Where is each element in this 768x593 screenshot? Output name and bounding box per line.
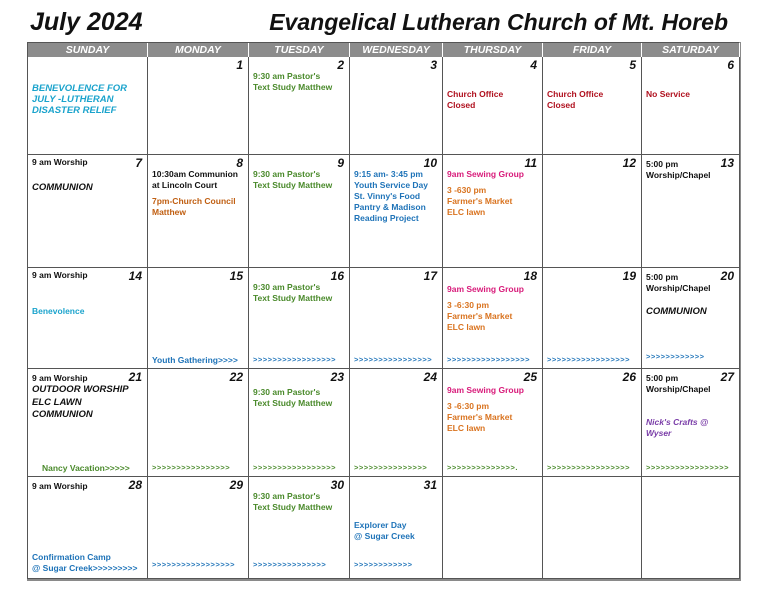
day-cell-13[interactable]	[642, 155, 740, 268]
event-communion: COMMUNION	[646, 306, 707, 317]
date-number: 18	[523, 269, 537, 283]
day-cell-20[interactable]	[642, 268, 740, 369]
continuation-arrows: >>>>>>>>>>>>>>>	[354, 463, 428, 472]
calendar-grid	[27, 42, 739, 579]
continuation-arrows: >>>>>>>>>>>>>>>>>	[152, 560, 235, 569]
date-number: 15	[229, 269, 243, 283]
event-worship: 9 am Worship	[32, 481, 88, 491]
day-cell-empty	[443, 477, 543, 579]
continuation-arrows: >>>>>>>>>>>>>>.	[447, 463, 518, 472]
event-farmers-market: 3 -630 pm Farmer's Market ELC lawn	[447, 185, 513, 217]
date-number: 16	[330, 269, 344, 283]
event-youth-gathering: Youth Gathering>>>>	[152, 355, 238, 365]
date-number: 11	[524, 156, 537, 170]
day-cell-empty	[543, 477, 642, 579]
date-number: 31	[423, 478, 437, 492]
day-cell-2[interactable]	[249, 57, 350, 155]
date-number: 24	[423, 370, 437, 384]
date-number: 26	[622, 370, 636, 384]
continuation-arrows: >>>>>>>>>>>>>>>>>	[547, 463, 630, 472]
date-number: 21	[128, 370, 142, 384]
date-number: 5	[629, 58, 636, 72]
day-cell-23[interactable]	[249, 369, 350, 477]
date-number: 8	[236, 156, 243, 170]
day-header-tuesday: TUESDAY	[249, 43, 350, 57]
day-cell-10[interactable]	[350, 155, 443, 268]
day-cell-14[interactable]	[28, 268, 148, 369]
day-cell-24[interactable]	[350, 369, 443, 477]
event-lincoln-communion: 10:30am Communion at Lincoln Court	[152, 169, 238, 190]
date-number: 30	[330, 478, 344, 492]
event-text-study: 9:30 am Pastor's Text Study Matthew	[253, 387, 333, 408]
event-worship-chapel: 5:00 pm Worship/Chapel	[646, 373, 711, 394]
day-cell-11[interactable]	[443, 155, 543, 268]
day-cell-30[interactable]	[249, 477, 350, 579]
day-cell-29[interactable]	[148, 477, 249, 579]
date-number: 19	[622, 269, 636, 283]
date-number: 1	[236, 58, 243, 72]
day-cell-6[interactable]	[642, 57, 740, 155]
date-number: 22	[229, 370, 243, 384]
day-cell-7[interactable]	[28, 155, 148, 268]
event-nancy-vacation: Nancy Vacation>>>>>	[42, 463, 130, 473]
day-cell-empty	[642, 477, 740, 579]
event-outdoor-worship: OUTDOOR WORSHIP ELC LAWN COMMUNION	[32, 384, 129, 420]
continuation-arrows: >>>>>>>>>>>>>>>>>	[547, 355, 630, 364]
church-title: Evangelical Lutheran Church of Mt. Horeb	[269, 9, 728, 35]
continuation-arrows: >>>>>>>>>>>>>>>>	[354, 355, 433, 364]
event-farmers-market: 3 -6:30 pm Farmer's Market ELC lawn	[447, 300, 513, 332]
event-explorer-day: Explorer Day @ Sugar Creek	[354, 520, 415, 541]
event-church-council: 7pm-Church Council Matthew	[152, 196, 236, 217]
event-benevolence: Benevolence	[32, 306, 85, 316]
day-cell-25[interactable]	[443, 369, 543, 477]
event-farmers-market: 3 -6:30 pm Farmer's Market ELC lawn	[447, 401, 513, 433]
date-number: 3	[430, 58, 437, 72]
day-header-friday: FRIDAY	[543, 43, 642, 57]
event-worship: 9 am Worship	[32, 373, 88, 383]
day-cell-19[interactable]	[543, 268, 642, 369]
event-communion: COMMUNION	[32, 182, 93, 193]
day-cell-17[interactable]	[350, 268, 443, 369]
continuation-arrows: >>>>>>>>>>>>>>>>>	[447, 355, 530, 364]
month-title: July 2024	[30, 8, 143, 36]
event-text-study: 9:30 am Pastor's Text Study Matthew	[253, 491, 333, 512]
event-office-closed: Church Office Closed	[447, 89, 504, 110]
date-number: 2	[337, 58, 344, 72]
event-sewing-group: 9am Sewing Group	[447, 385, 524, 395]
continuation-arrows: >>>>>>>>>>>>	[646, 352, 705, 361]
day-cell-4[interactable]	[443, 57, 543, 155]
continuation-arrows: >>>>>>>>>>>>	[354, 560, 413, 569]
event-benevolence-note: BENEVOLENCE FOR JULY -LUTHERAN DISASTER RELIEF	[32, 83, 128, 116]
day-cell-12[interactable]	[543, 155, 642, 268]
event-worship-chapel: 5:00 pm Worship/Chapel	[646, 159, 711, 180]
continuation-arrows: >>>>>>>>>>>>>>>>>	[646, 463, 729, 472]
date-number: 7	[135, 156, 142, 170]
date-number: 9	[337, 156, 344, 170]
date-number: 25	[523, 370, 537, 384]
day-header-thursday: THURSDAY	[443, 43, 543, 57]
day-cell-8[interactable]	[148, 155, 249, 268]
event-text-study: 9:30 am Pastor's Text Study Matthew	[253, 282, 333, 303]
date-number: 10	[423, 156, 437, 170]
day-cell-16[interactable]	[249, 268, 350, 369]
continuation-arrows: >>>>>>>>>>>>>>>>>	[253, 463, 336, 472]
continuation-arrows: >>>>>>>>>>>>>>>>	[152, 463, 231, 472]
day-header-sunday: SUNDAY	[28, 43, 148, 57]
event-text-study: 9:30 am Pastor's Text Study Matthew	[253, 71, 333, 92]
event-office-closed: Church Office Closed	[547, 89, 604, 110]
continuation-arrows: >>>>>>>>>>>>>>>	[253, 560, 327, 569]
date-number: 12	[622, 156, 636, 170]
date-number: 29	[229, 478, 243, 492]
day-cell-22[interactable]	[148, 369, 249, 477]
event-text-study: 9:30 am Pastor's Text Study Matthew	[253, 169, 333, 190]
day-header-monday: MONDAY	[148, 43, 249, 57]
date-number: 20	[720, 269, 734, 283]
calendar-frame	[27, 42, 741, 581]
date-number: 17	[423, 269, 437, 283]
date-number: 27	[720, 370, 734, 384]
day-cell-3[interactable]	[350, 57, 443, 155]
event-sewing-group: 9am Sewing Group	[447, 169, 524, 179]
date-number: 23	[330, 370, 344, 384]
day-cell-21[interactable]	[28, 369, 148, 477]
date-number: 14	[128, 269, 142, 283]
event-confirmation-camp: Confirmation Camp @ Sugar Creek>>>>>>>>>	[32, 552, 138, 573]
day-header-wednesday: WEDNESDAY	[350, 43, 443, 57]
day-header-saturday: SATURDAY	[642, 43, 740, 57]
day-cell-9[interactable]	[249, 155, 350, 268]
event-worship: 9 am Worship	[32, 270, 88, 280]
event-worship: 9 am Worship	[32, 157, 88, 167]
day-cell-5[interactable]	[543, 57, 642, 155]
event-worship-chapel: 5:00 pm Worship/Chapel	[646, 272, 711, 293]
date-number: 6	[727, 58, 734, 72]
event-sewing-group: 9am Sewing Group	[447, 284, 524, 294]
day-cell-27[interactable]	[642, 369, 740, 477]
date-number: 4	[530, 58, 537, 72]
day-cell-15[interactable]	[148, 268, 249, 369]
continuation-arrows: >>>>>>>>>>>>>>>>>	[253, 355, 336, 364]
day-cell-31[interactable]	[350, 477, 443, 579]
day-cell-empty	[28, 57, 148, 155]
date-number: 28	[128, 478, 142, 492]
day-cell-1[interactable]	[148, 57, 249, 155]
event-youth-service-day: 9:15 am- 3:45 pm Youth Service Day St. Vinny's Food Pantry & Madison Reading Project	[354, 169, 429, 223]
day-cell-28[interactable]	[28, 477, 148, 579]
date-number: 13	[720, 156, 734, 170]
event-no-service: No Service	[646, 89, 690, 99]
day-cell-26[interactable]	[543, 369, 642, 477]
event-nicks-crafts: Nick's Crafts @ Wyser	[646, 417, 709, 438]
day-cell-18[interactable]	[443, 268, 543, 369]
